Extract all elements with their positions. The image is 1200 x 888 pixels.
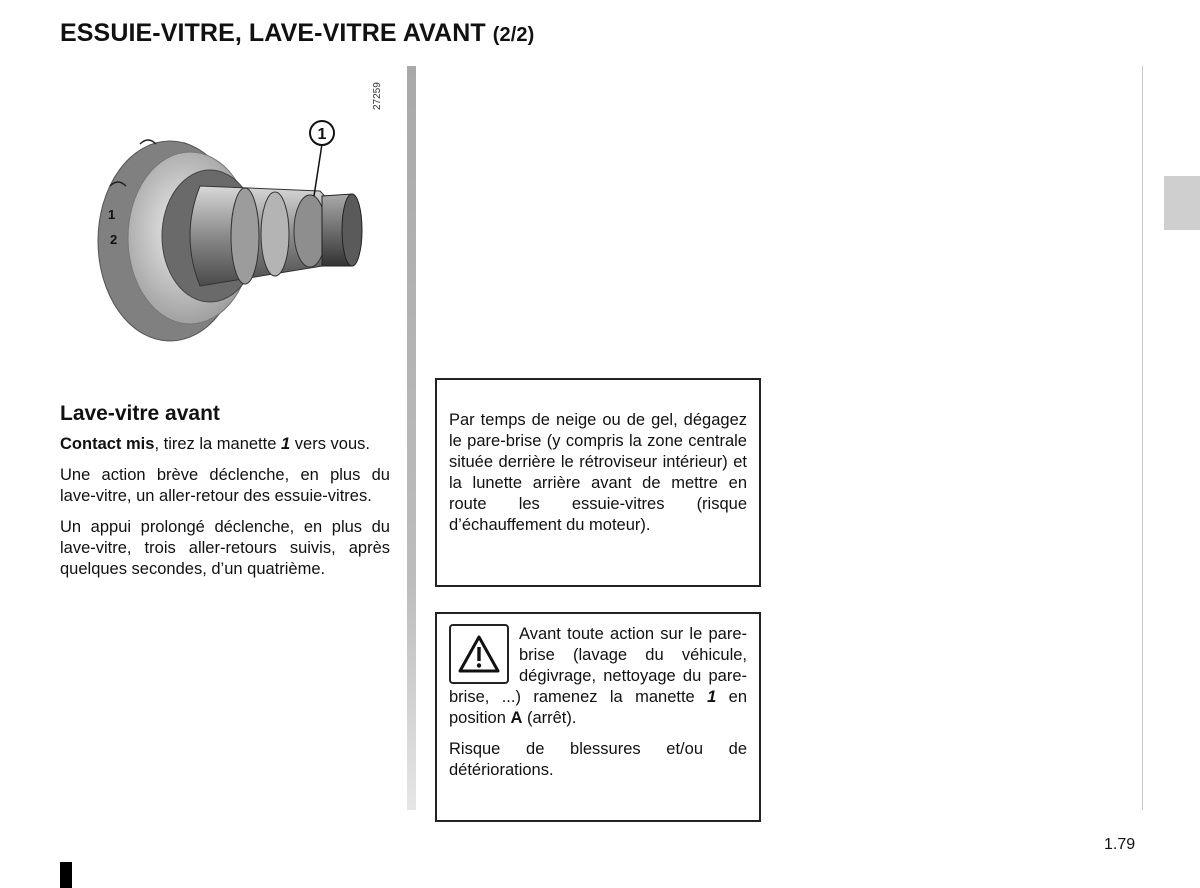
- page-title-suffix: (2/2): [492, 24, 535, 46]
- note-box: [435, 378, 761, 587]
- w1-italic: 1: [707, 688, 717, 706]
- figure-code: 27259: [372, 82, 383, 110]
- p1-text-a: , tirez la manette: [154, 435, 281, 453]
- note-text: Par temps de neige ou de gel, dégagez le pare-brise (y compris la zone centrale située derrière le rétroviseur intérieur) et la lunette arrière avant de mettre en route les essuie-vitres (risque d’échauffement du moteur).: [449, 411, 747, 534]
- w1-text-a: Avant toute action sur le pare-brise (lavage du véhicule, dégivrage, nettoyage du pare-brise, ...) ramenez la manette: [449, 625, 747, 706]
- warning-box: [435, 612, 761, 822]
- dial-label-2: 2: [110, 232, 118, 247]
- paragraph-3: Un appui prolongé déclenche, en plus du lave-vitre, trois aller-retours suivis, après quelques secondes, d’un quatrième.: [60, 518, 390, 578]
- wiper-stalk-illustration: [60, 66, 390, 366]
- corner-mark: [60, 862, 72, 888]
- chapter-side-tab: [1164, 176, 1200, 230]
- w1-text-c: (arrêt).: [522, 709, 577, 727]
- p1-bold: Contact mis: [60, 435, 155, 453]
- right-rule: [1142, 66, 1143, 810]
- callout-number: 1: [317, 126, 327, 143]
- page-title: [60, 19, 534, 48]
- w1-text-b: en position: [449, 688, 747, 727]
- column-divider-bar: [407, 66, 416, 810]
- warning-triangle-icon: [449, 624, 509, 684]
- p1-text-b: vers vous.: [290, 435, 370, 453]
- wiper-stalk-drawing: [60, 66, 390, 366]
- p1-italic: 1: [281, 435, 291, 453]
- page-number: 1.79: [1104, 836, 1136, 853]
- page-title-main: ESSUIE-VITRE, LAVE-VITRE AVANT: [60, 19, 486, 47]
- section-heading: Lave-vitre avant: [60, 402, 220, 425]
- paragraph-1: [60, 434, 390, 455]
- warning-text-2: Risque de blessures et/ou de détériorations.: [449, 740, 747, 779]
- dial-label-1: 1: [108, 207, 116, 222]
- paragraph-2: Une action brève déclenche, en plus du lave-vitre, un aller-retour des essuie-vitres.: [60, 466, 390, 505]
- w1-bold: A: [510, 709, 523, 727]
- section-body: [60, 434, 390, 590]
